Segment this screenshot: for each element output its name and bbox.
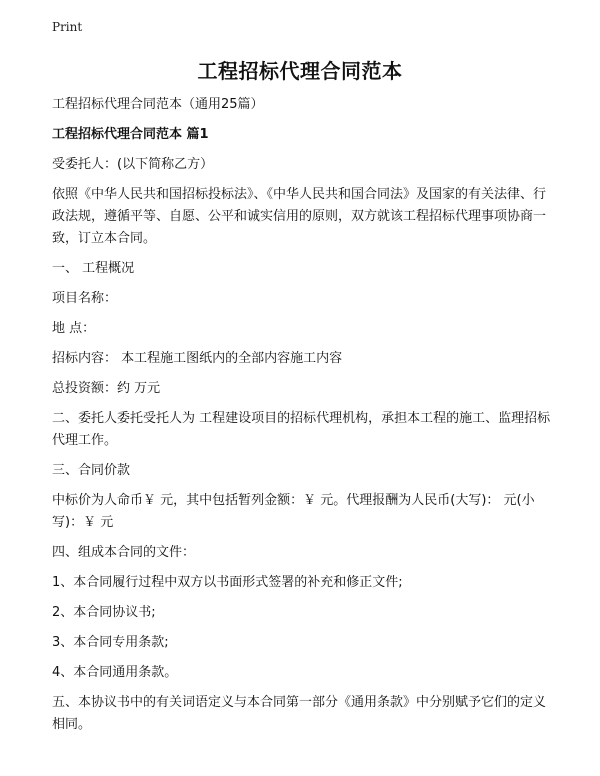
document-body	[52, 94, 552, 744]
paragraph-legal-basis: 依照《中华人民共和国招标投标法》、《中华人民共和国合同法》及国家的有关法律、行政法规，遵循平等、自愿、公平和诚实信用的原则，双方就该工程招标代理事项协商一致，订立本合同。	[52, 187, 547, 246]
paragraph-definitions: 五、本协议书中的有关词语定义与本合同第一部分《通用条款》中分别赋予它们的定义相同。	[52, 695, 547, 732]
list-item-document-3: 3、本合同专用条款;	[52, 635, 169, 650]
heading-contract-documents: 四、组成本合同的文件：	[52, 545, 196, 560]
field-total-investment: 总投资额：约 万元	[52, 381, 161, 396]
list-item-document-4: 4、本合同通用条款。	[52, 665, 178, 680]
list-item-document-2: 2、本合同协议书;	[52, 605, 156, 620]
field-tender-content: 招标内容： 本工程施工图纸内的全部内容施工内容	[52, 351, 343, 366]
paragraph-entrustment: 二、委托人委托受托人为 工程建设项目的招标代理机构，承担本工程的施工、监理招标代理工作。	[52, 411, 551, 448]
document-subtitle: 工程招标代理合同范本（通用25篇）	[52, 97, 264, 112]
paragraph-contract-price: 中标价为人命币￥ 元，其中包括暂列金额：￥ 元。代理报酬为人民币(大写)： 元(小写)：￥ 元	[52, 493, 535, 530]
list-item-document-1: 1、本合同履行过程中双方以书面形式签署的补充和修正文件;	[52, 575, 403, 590]
paragraph-entrusted-party: 受委托人：(以下简称乙方）	[52, 157, 214, 172]
field-project-name: 项目名称：	[52, 291, 118, 306]
heading-project-overview: 一、 工程概况	[52, 261, 135, 276]
section-heading: 工程招标代理合同范本 篇1	[52, 127, 209, 142]
document-title: 工程招标代理合同范本	[197, 59, 403, 83]
heading-contract-price: 三、合同价款	[52, 463, 131, 478]
field-location: 地 点：	[52, 321, 96, 336]
print-link[interactable]: Print	[52, 20, 83, 34]
